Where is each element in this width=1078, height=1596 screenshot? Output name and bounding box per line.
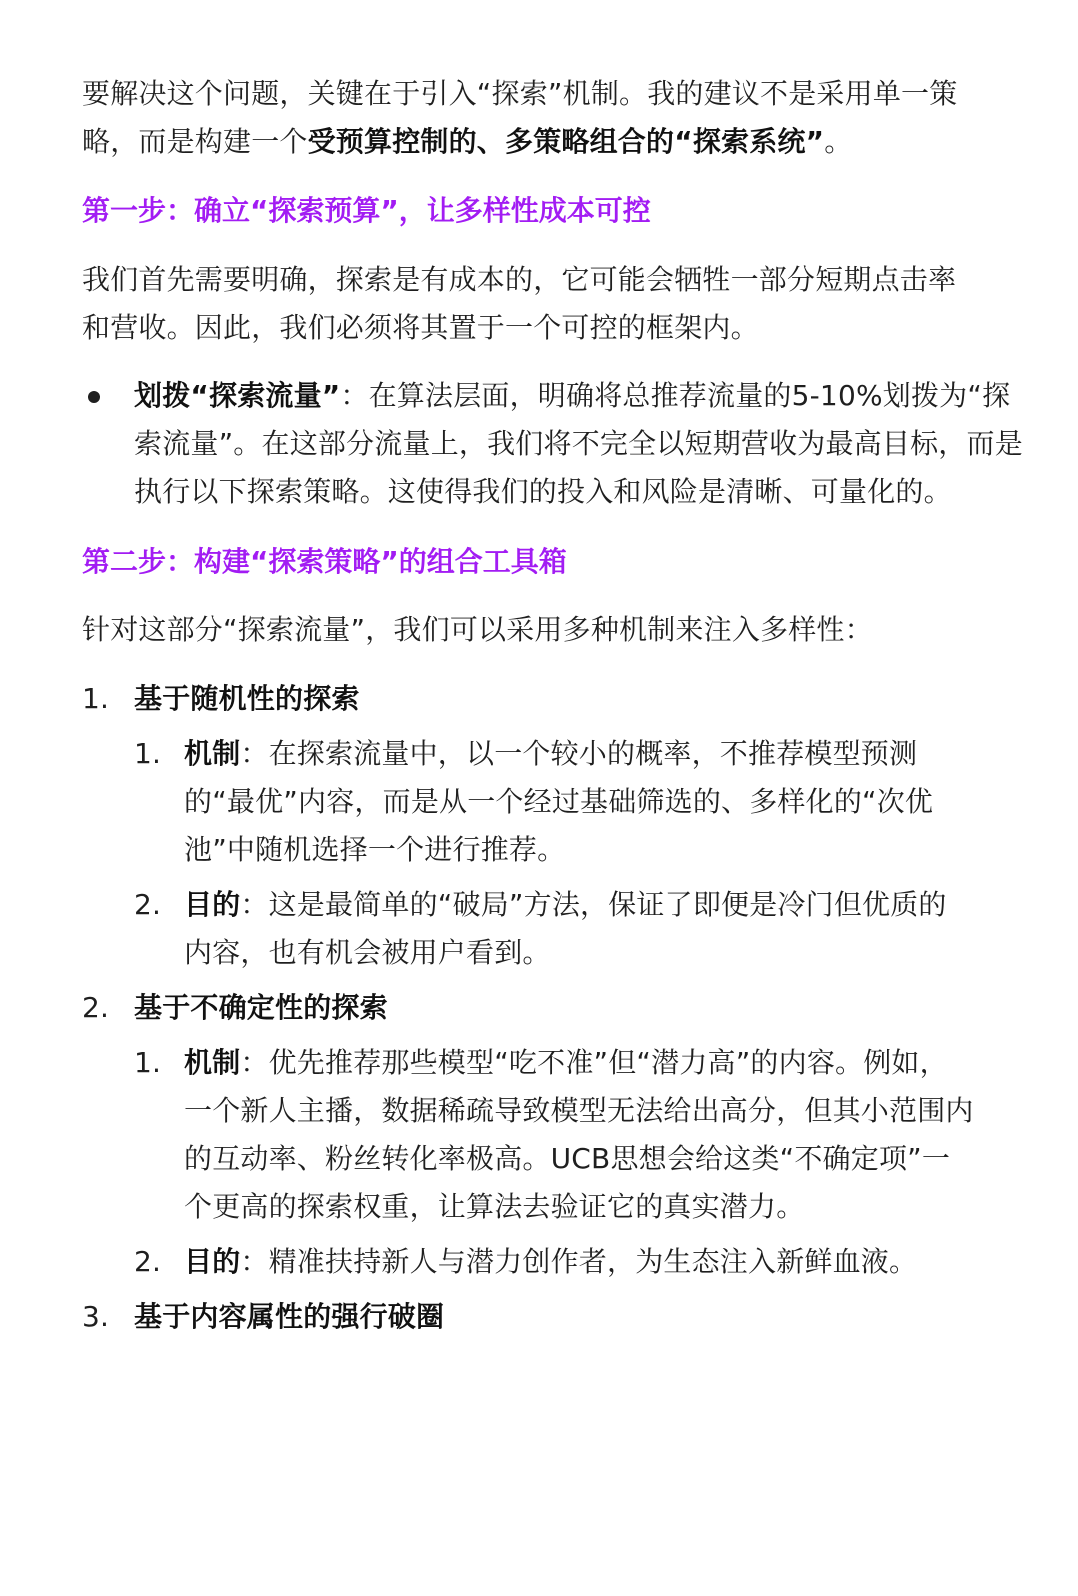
list-item [82,675,996,723]
list-item [82,1293,996,1341]
sub-list-item-number: 1. [134,737,162,770]
step1-heading: 第一步：确立“探索预算”，让多样性成本可控 [82,194,651,227]
step2-paragraph: 针对这部分“探索流量”，我们可以采用多种机制来注入多样性： [82,613,873,646]
sub-list-item [82,730,956,874]
sub-list-item-number: 2. [134,888,162,921]
list-item-title: 基于随机性的探索 [134,682,360,715]
sub-item-text: ：精准扶持新人与潜力创作者，为生态注入新鲜血液。 [240,1245,918,1278]
sub-item-label: 机制 [184,737,241,770]
intro-bold: 受预算控制的、多策略组合的“探索系统” [307,125,825,158]
list-item-number: 3. [82,1300,110,1333]
sub-item-label: 目的 [184,888,241,921]
sub-list-item-number: 2. [134,1245,162,1278]
intro-paragraph [82,70,982,166]
sub-list-item [82,881,956,977]
list-item-number: 2. [82,991,110,1024]
sub-item-text: ：在探索流量中，以一个较小的概率，不推荐模型预测的“最优”内容，而是从一个经过基础筛选的、多样化的“次优池”中随机选择一个进行推荐。 [184,737,934,866]
list-item [82,984,996,1032]
step1-paragraph: 我们首先需要明确，探索是有成本的，它可能会牺牲一部分短期点击率和营收。因此，我们必须将其置于一个可控的框架内。 [82,263,957,344]
sub-item-text: ：优先推荐那些模型“吃不准”但“潜力高”的内容。例如，一个新人主播，数据稀疏导致模型无法给出高分，但其小范围内的互动率、粉丝转化率极高。UCB思想会给这类“不确定项”一个更高的探索权重，让算法去验证它的真实潜力。 [184,1046,974,1223]
bullet-dot [88,391,100,403]
list-item-number: 1. [82,682,110,715]
intro-text-1: 要解决这个问题，关键在于引入“探索”机制。我的建议不是采用单一策略，而是构建一个 [82,77,958,158]
bullet-text: ：在算法层面，明确将总推荐流量的5-10%划拨为“探索流量”。在这部分流量上，我们将不完全以短期营收为最高目标，而是执行以下探索策略。这使得我们的投入和风险是清晰、可量化的。 [134,379,1023,508]
budget-bullet [82,372,1024,516]
sub-item-text: ：这是最简单的“破局”方法，保证了即便是冷门但优质的内容，也有机会被用户看到。 [184,888,947,969]
list-item-title: 基于内容属性的强行破圈 [134,1300,445,1333]
step2-heading: 第二步：构建“探索策略”的组合工具箱 [82,545,567,578]
sub-item-label: 目的 [184,1245,241,1278]
list-item-title: 基于不确定性的探索 [134,991,388,1024]
sub-item-label: 机制 [184,1046,241,1079]
intro-text-2: 。 [824,125,853,158]
sub-list-item-number: 1. [134,1046,162,1079]
sub-list-item [82,1238,974,1286]
sub-list-item [82,1039,974,1231]
bullet-label: 划拨“探索流量” [134,379,341,412]
